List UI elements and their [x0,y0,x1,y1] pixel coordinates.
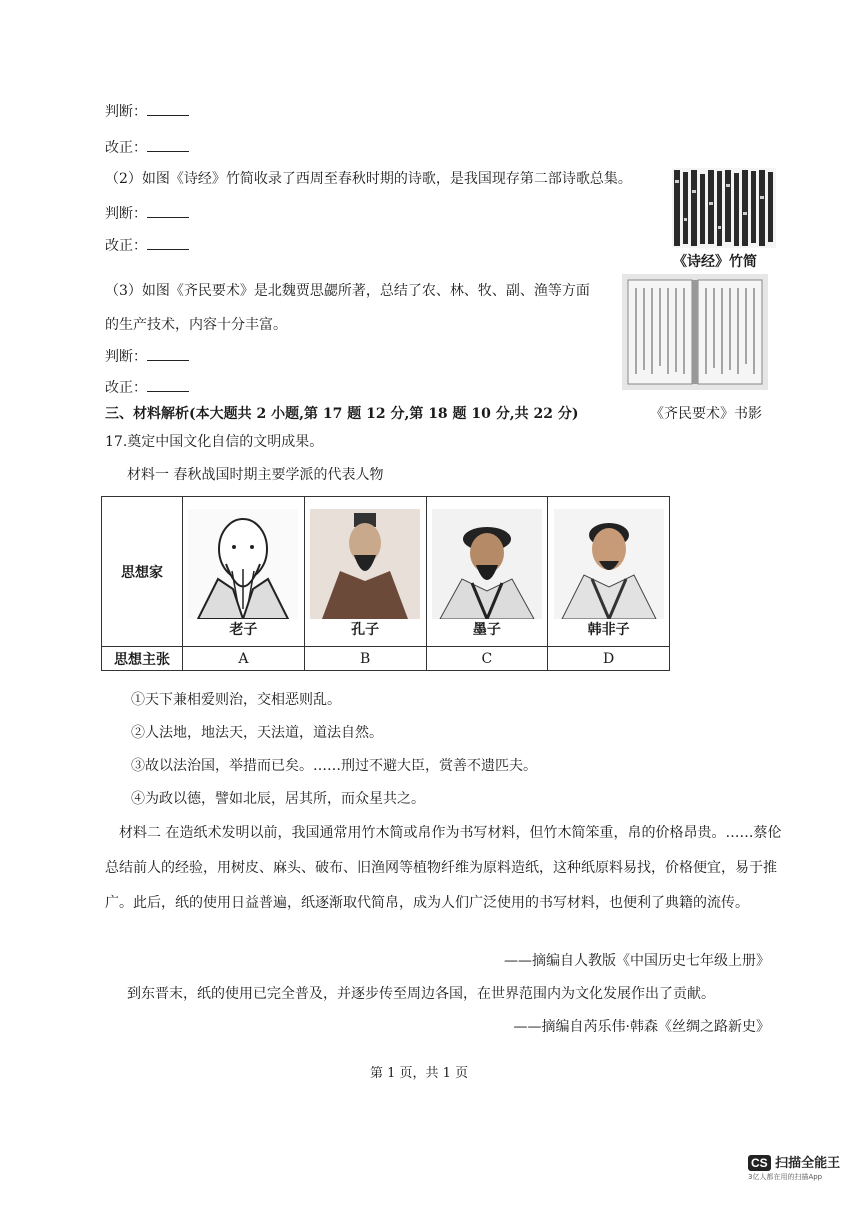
option-1: ①天下兼相爱则治，交相恶则乱。 [131,692,341,708]
hanfeizi-portrait [554,509,664,619]
correct-label: 改正： [105,380,147,396]
option-2: ②人法地，地法天，天法道，道法自然。 [131,725,383,741]
judge-line-3 [105,346,189,366]
camscanner-logo [748,1152,840,1182]
option-3: ③故以法治国，举措而已矣。……刑过不避大臣，赏善不遗匹夫。 [131,758,537,774]
option-4: ④为政以德，譬如北辰，居其所，而众星共之。 [131,791,425,807]
correct-label: 改正： [105,140,147,156]
answer-blank[interactable] [147,377,189,392]
qiminyaoshu-book-image [622,274,768,390]
thinkers-table [101,496,670,671]
idea-letter: A [183,647,305,671]
thinker-name: 老子 [229,621,258,638]
book-caption: 《齐民要术》书影 [650,406,762,422]
idea-letter: B [304,647,426,671]
logo-subtitle: 3亿人都在用的扫描App [748,1173,823,1181]
thinker-name: 孔子 [351,621,380,638]
correct-line-1 [105,137,189,157]
thinker-name: 墨子 [472,621,501,638]
thinker-cell-kongzi [304,497,426,647]
judge-line-1 [105,101,189,121]
judge-label: 判断： [105,104,147,120]
idea-letter: D [548,647,670,671]
material-2-text-2: 到东晋末，纸的使用已完全普及，并逐步传至周边各国，在世界范围内为文化发展作出了贡献。 [127,986,715,1002]
answer-blank[interactable] [147,203,189,218]
cs-icon: CS [748,1155,771,1171]
material-2-source-2: ——摘编自芮乐伟·韩森《丝绸之路新史》 [513,1019,770,1035]
page-number: 第 1 页，共 1 页 [370,1066,469,1081]
material-2-source-1: ——摘编自人教版《中国历史七年级上册》 [504,953,770,969]
correct-line-2 [105,235,189,255]
thinker-cell-hanfeizi [548,497,670,647]
judge-line-2 [105,203,189,223]
thinker-cell-laozi [183,497,305,647]
answer-blank[interactable] [147,101,189,116]
question-16-item-3-line-1: （3）如图《齐民要术》是北魏贾思勰所著，总结了农、林、牧、副、渔等方面 [105,283,590,299]
thinker-cell-mozi [426,497,548,647]
judge-label: 判断： [105,206,147,222]
row-label-thinker: 思想家 [102,497,183,647]
correct-line-3 [105,377,189,397]
bamboo-caption: 《诗经》竹简 [673,254,757,270]
material-1-title: 材料一 春秋战国时期主要学派的代表人物 [127,467,384,483]
correct-label: 改正： [105,238,147,254]
judge-label: 判断： [105,349,147,365]
answer-blank[interactable] [147,346,189,361]
thinker-name: 韩非子 [587,621,630,638]
shijing-bamboo-slips-image [672,168,776,248]
section-3-heading: 三、材料解析(本大题共 2 小题,第 17 题 12 分,第 18 题 10 分,共 22 分) [105,406,579,422]
row-label-ideas: 思想主张 [102,647,183,671]
material-2-text: 材料二 在造纸术发明以前，我国通常用竹木简或帛作为书写材料，但竹木简笨重，帛的价格昂贵。……蔡伦总结前人的经验，用树皮、麻头、破布、旧渔网等植物纤维为原料造纸，这种纸原料易找，价格便宜，易于推广。此后，纸的使用日益普遍，纸逐渐取代简帛，成为人们广泛使用的书写材料，也便利了典籍的流传。 [105,825,782,911]
logo-name: 扫描全能王 [775,1156,841,1171]
answer-blank[interactable] [147,235,189,250]
idea-letter: C [426,647,548,671]
thinkers-row [102,497,670,647]
laozi-portrait [188,509,298,619]
kongzi-portrait [310,509,420,619]
ideas-row [102,647,670,671]
mozi-portrait [432,509,542,619]
question-16-item-2: （2）如图《诗经》竹简收录了西周至春秋时期的诗歌，是我国现存第二部诗歌总集。 [105,171,632,187]
answer-blank[interactable] [147,137,189,152]
question-17-title: 17.奠定中国文化自信的文明成果。 [105,434,324,450]
question-16-item-3-line-2: 的生产技术，内容十分丰富。 [105,317,287,333]
